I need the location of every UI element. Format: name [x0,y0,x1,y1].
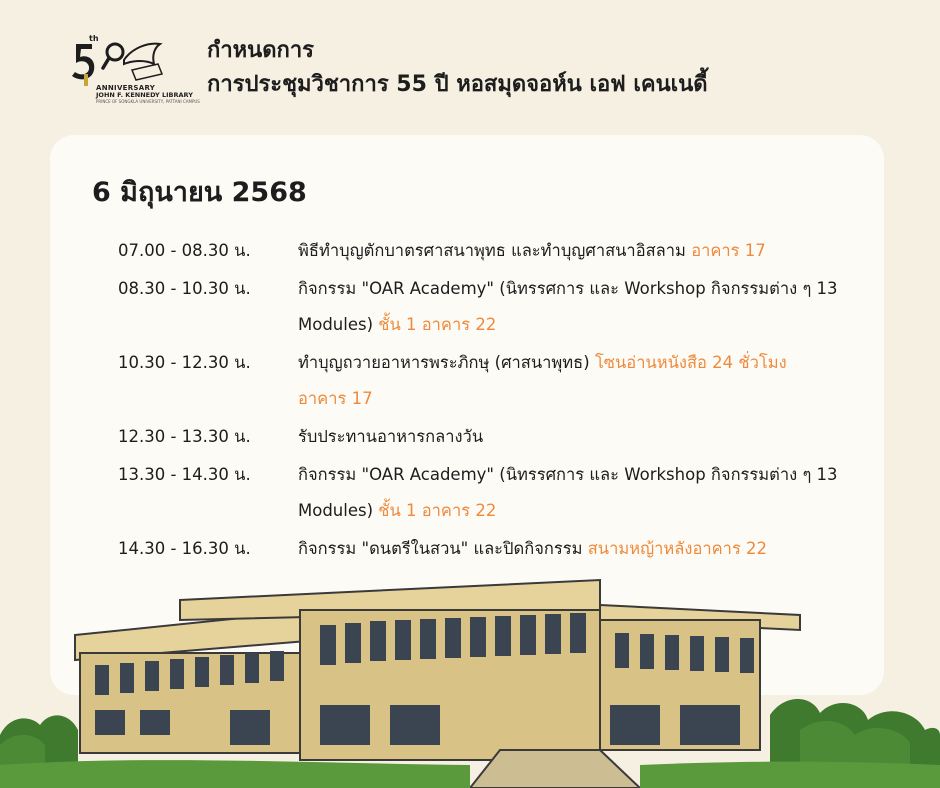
grass [0,760,940,788]
date-title: 6 มิถุนายน 2568 [92,177,307,208]
schedule-desc [298,233,838,269]
schedule-desc [298,345,838,417]
schedule-text: กิจกรรม "OAR Academy" (นิทรรศการ และ Workshop กิจกรรมต่าง ๆ 13 Modules) [298,465,838,520]
logo-55-icon [62,30,202,90]
logo-superscript: th [89,34,99,43]
header-subtitle: การประชุมวิชาการ 55 ปี หอสมุดจอห์น เอฟ เคนเนดี้ [207,72,708,97]
schedule-location: อาคาร 17 [691,241,766,260]
header-title: กำหนดการ [207,38,314,63]
schedule-row [118,457,848,529]
schedule-text: กิจกรรม "OAR Academy" (นิทรรศการ และ Workshop กิจกรรมต่าง ๆ 13 Modules) [298,279,838,334]
schedule-time: 13.30 - 14.30 น. [118,465,251,484]
logo-anniversary: ANNIVERSARY [96,84,156,92]
schedule-location: สนามหญ้าหลังอาคาร 22 [587,539,768,558]
library-building-illustration [0,565,940,788]
schedule-time: 12.30 - 13.30 น. [118,427,251,446]
schedule-time: 07.00 - 08.30 น. [118,241,251,260]
schedule-row [118,345,848,417]
schedule-row [118,233,848,269]
schedule-location: ชั้น 1 อาคาร 22 [378,501,497,520]
schedule-list [118,233,848,569]
schedule-row [118,419,848,455]
schedule-time: 08.30 - 10.30 น. [118,279,251,298]
schedule-text: กิจกรรม "ดนตรีในสวน" และปิดกิจกรรม [298,539,588,558]
schedule-time: 10.30 - 12.30 น. [118,353,251,372]
schedule-desc [298,271,838,343]
schedule-location: โซนอ่านหนังสือ 24 ชั่วโมง อาคาร 17 [298,353,787,408]
anniversary-logo [62,30,202,118]
schedule-desc [298,419,838,455]
schedule-text: รับประทานอาหารกลางวัน [298,427,484,446]
schedule-desc [298,457,838,529]
logo-library: JOHN F. KENNEDY LIBRARY [96,91,193,100]
schedule-desc [298,531,838,567]
page-header [207,34,708,102]
schedule-row [118,531,848,567]
schedule-time: 14.30 - 16.30 น. [118,539,251,558]
schedule-location: ชั้น 1 อาคาร 22 [378,315,497,334]
schedule-text: ทำบุญถวายอาหารพระภิกษุ (ศาสนาพุทธ) [298,353,595,372]
schedule-row [118,271,848,343]
schedule-text: พิธีทำบุญตักบาตรศาสนาพุทธ และทำบุญศาสนาอิสลาม [298,241,692,260]
logo-subtitle: PRINCE OF SONGKLA UNIVERSITY, PATTANI CAMPUS [96,98,200,104]
